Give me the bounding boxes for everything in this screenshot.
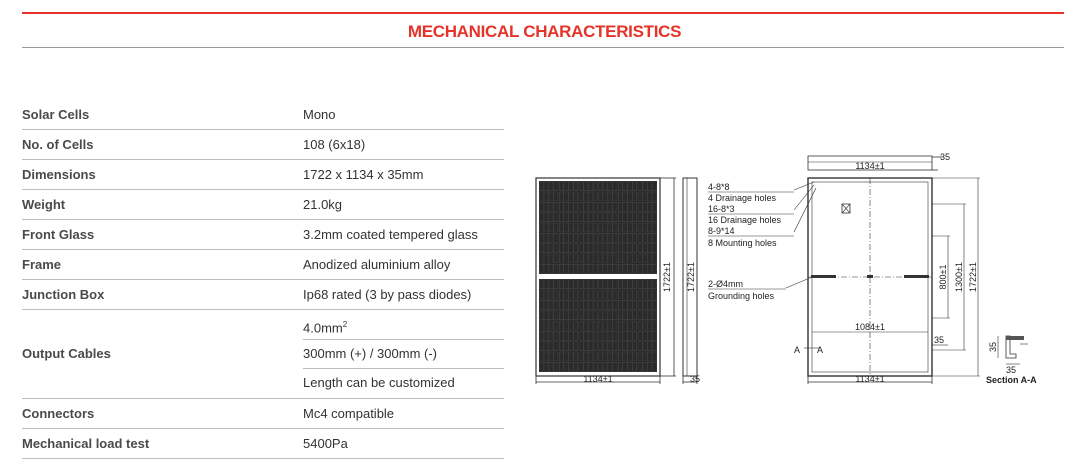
callout-text: Grounding holes — [708, 291, 775, 301]
top-width-label: 1134±1 — [855, 161, 885, 171]
spec-label: Front Glass — [22, 227, 95, 242]
spec-label: Dimensions — [22, 167, 96, 182]
spec-value: Mc4 compatible — [303, 406, 395, 421]
spec-value: 5400Pa — [303, 436, 348, 451]
spec-value: Anodized aluminium alloy — [303, 257, 451, 272]
section-label: Section A-A — [986, 375, 1037, 385]
callout-text: 8 Mounting holes — [708, 238, 777, 248]
back-width-label: 1134±1 — [855, 374, 885, 384]
callout-text: 16-8*3 — [708, 204, 735, 214]
callout-text: 16 Drainage holes — [708, 215, 782, 225]
page-title: MECHANICAL CHARACTERISTICS — [407, 22, 682, 41]
title-rule — [22, 47, 1064, 48]
section-view — [986, 336, 1037, 385]
spec-row-mechanical-load — [22, 429, 504, 459]
dim-1300-label: 1300±1 — [954, 262, 964, 292]
dim-800-label: 800±1 — [938, 264, 948, 290]
spec-value: Ip68 rated (3 by pass diodes) — [303, 287, 472, 302]
spec-row-solar-cells — [22, 100, 504, 130]
section-marker-left: A — [794, 345, 801, 355]
spec-value: 108 (6x18) — [303, 137, 366, 152]
spec-label: Solar Cells — [22, 107, 90, 122]
section-marker-right: A — [817, 345, 824, 355]
spec-value: Mono — [303, 107, 336, 122]
spec-row-dimensions — [22, 160, 504, 190]
spec-value: Length can be customized — [303, 375, 455, 390]
mounting-rail-right — [904, 275, 929, 278]
top-rule — [22, 12, 1064, 14]
dim-35-label: 35 — [934, 335, 945, 345]
spec-label: Junction Box — [22, 287, 105, 302]
front-view — [536, 178, 676, 384]
spec-label: Connectors — [22, 406, 95, 421]
spec-row-frame — [22, 250, 504, 280]
spec-value: 21.0kg — [303, 197, 343, 212]
spec-label: Weight — [22, 197, 66, 212]
section-width-label: 35 — [1006, 365, 1017, 375]
spec-label: Frame — [22, 257, 62, 272]
spec-table — [22, 100, 504, 459]
inner-width-label: 1084±1 — [855, 322, 885, 332]
spec-row-output-cables — [22, 310, 504, 399]
top-depth-label: 35 — [940, 152, 951, 162]
spec-row-connectors — [22, 399, 504, 429]
front-height-label: 1722±1 — [662, 262, 672, 292]
side-view — [683, 178, 700, 384]
spec-label: Output Cables — [22, 346, 111, 361]
module-drawing — [520, 140, 1080, 440]
spec-label: No. of Cells — [22, 137, 94, 152]
spec-row-front-glass — [22, 220, 504, 250]
side-height-label: 1722±1 — [686, 262, 696, 292]
technical-drawing-svg — [520, 140, 1080, 440]
section-height-label: 35 — [988, 341, 998, 353]
spec-row-weight — [22, 190, 504, 220]
spec-row-junction-box — [22, 280, 504, 310]
spec-value: 300mm (+) / 300mm (-) — [303, 339, 504, 369]
mounting-rail-left — [811, 275, 836, 278]
junction-mark — [867, 275, 873, 278]
callout-text: 4-8*8 — [708, 182, 730, 192]
spec-value: 1722 x 1134 x 35mm — [303, 167, 424, 182]
side-depth-label: 35 — [690, 374, 701, 384]
spec-value: $4.0mm^2$ — [303, 310, 504, 340]
callout-text: 8-9*14 — [708, 226, 735, 236]
callout-text: 4 Drainage holes — [708, 193, 777, 203]
callout-text: 2-Ø4mm — [708, 279, 744, 289]
spec-label: Mechanical load test — [22, 436, 150, 451]
front-width-label: 1134±1 — [583, 374, 613, 384]
section-glass — [1006, 336, 1024, 340]
back-view — [708, 152, 980, 384]
spec-row-no-of-cells — [22, 130, 504, 160]
spec-value: 3.2mm coated tempered glass — [303, 227, 478, 242]
dim-1722-label: 1722±1 — [968, 262, 978, 292]
